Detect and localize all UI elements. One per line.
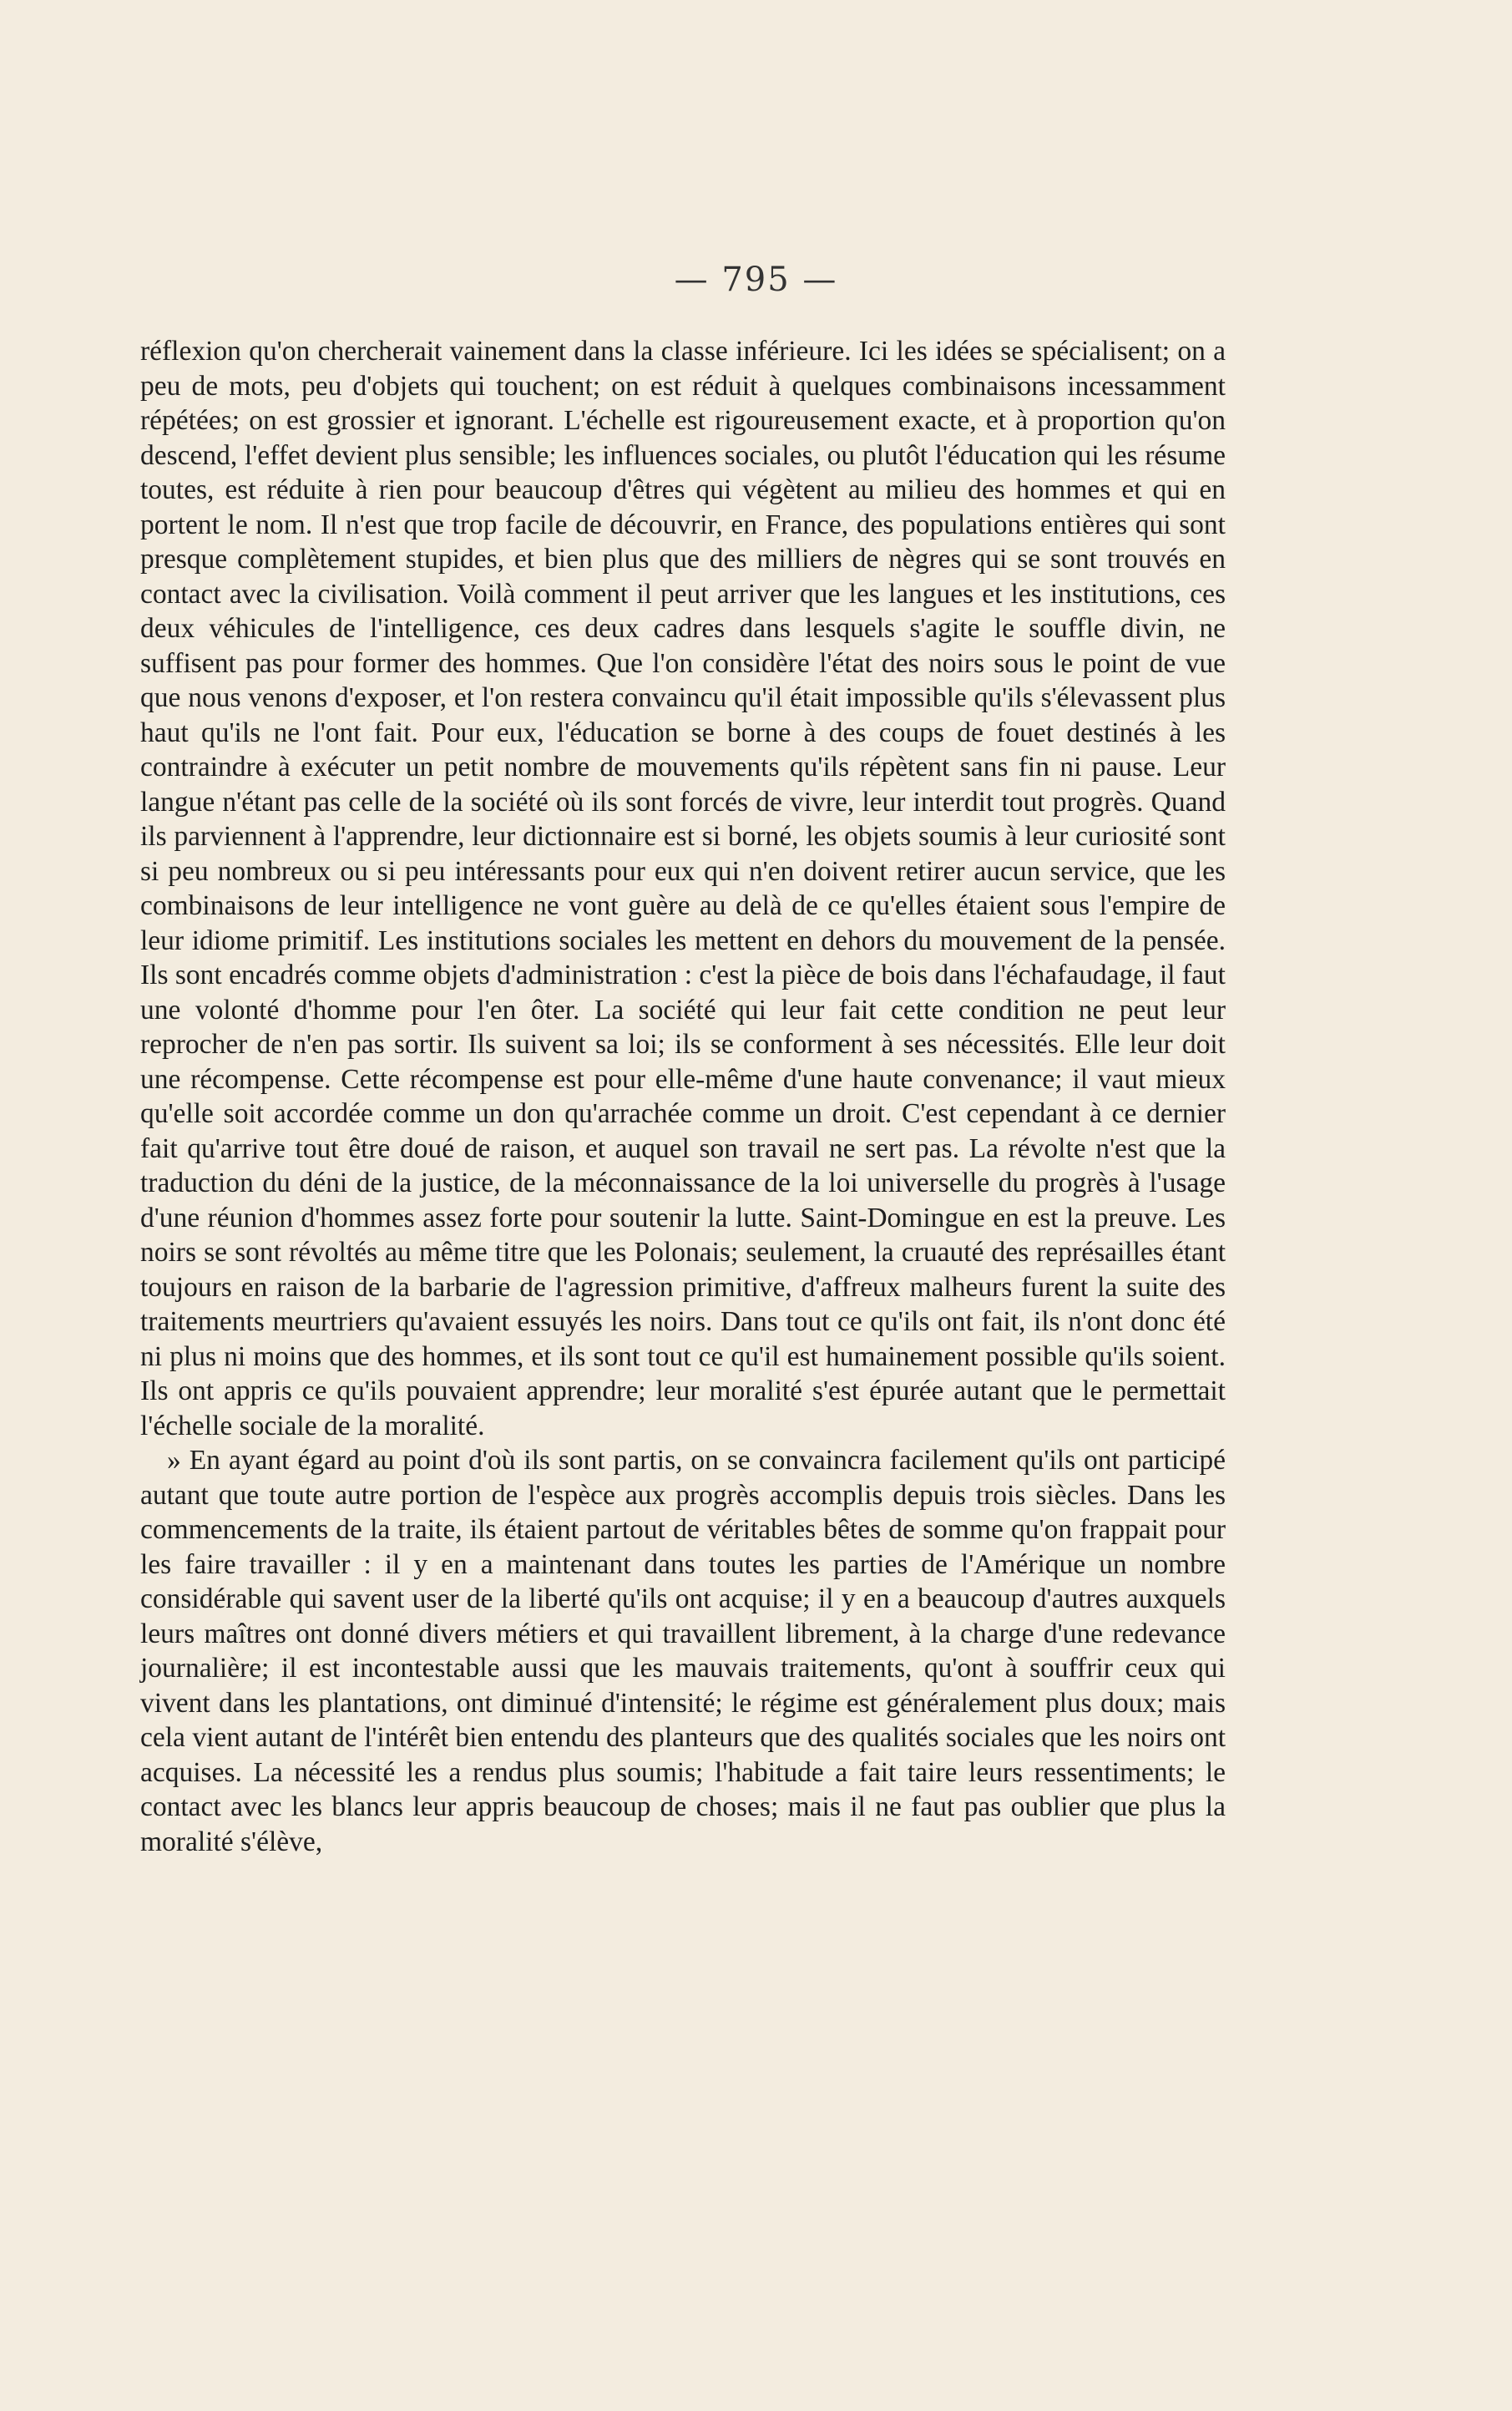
page-number: — 795 — [674,261,838,299]
paragraph-1: réflexion qu'on chercherait vainement dans la classe inférieure. Ici les idées se spécialisent; on a peu de mots, peu d'objets qui touchent; on est réduit à quelques combinaisons incessamment répétées; on est grossier et ignorant. L'échelle est rigoureusement exacte, et à proportion qu'on descend, l'effet devient plus sensible; les influences sociales, ou plutôt l'éducation qui les résume toutes, est réduite à rien pour beaucoup d'êtres qui végètent au milieu des hommes et qui en portent le nom. Il n'est que trop facile de découvrir, en France, des populations entières qui sont presque complètement stupides, et bien plus que des milliers de nègres qui se sont trouvés en contact avec la civilisation. Voilà comment il peut arriver que les langues et les institutions, ces deux véhicules de l'intelligence, ces deux cadres dans lesquels s'agite le souffle divin, ne suffisent pas pour former des hommes. Que l'on considère l'état des noirs sous le point de vue que nous venons d'exposer, et l'on restera convaincu qu'il était impossible qu'ils s'élevassent plus haut qu'ils ne l'ont fait. Pour eux, l'éducation se borne à des coups de fouet destinés à les contraindre à exécuter un petit nombre de mouvements qu'ils répètent sans fin ni pause. Leur langue n'étant pas celle de la société où ils sont forcés de vivre, leur interdit tout progrès. Quand ils parviennent à l'apprendre, leur dictionnaire est si borné, les objets soumis à leur curiosité sont si peu nombreux ou si peu intéressants pour eux qui n'en doivent retirer aucun service, que les combinaisons de leur intelligence ne vont guère au delà de ce qu'elles étaient sous l'empire de leur idiome primitif. Les institutions sociales les mettent en dehors du mouvement de la pensée. Ils sont encadrés comme objets d'administration : c'est la pièce de bois dans l'échafaudage, il faut une volonté d'homme pour l'en ôter. La société qui leur fait cette condition ne peut leur reprocher de n'en pas sortir. Ils suivent sa loi; ils se conforment à ses nécessités. Elle leur doit une récompense. Cette récompense est pour elle-même d'une haute convenance; il vaut mieux qu'elle soit accordée comme un don qu'arrachée comme un droit. C'est cependant à ce dernier fait qu'arrive tout être doué de raison, et auquel son travail ne sert pas. La révolte n'est que la traduction du déni de la justice, de la méconnaissance de la loi universelle du progrès à l'usage d'une réunion d'hommes assez forte pour soutenir la lutte. Saint-Domingue en est la preuve. Les noirs se sont révoltés au même titre que les Polonais; seulement, la cruauté des représailles étant toujours en raison de la barbarie de l'agression primitive, d'affreux malheurs furent la suite des traitements meurtriers qu'avaient essuyés les noirs. Dans tout ce qu'ils ont fait, ils n'ont donc été ni plus ni moins que des hommes, et ils sont tout ce qu'il est humainement possible qu'ils soient. Ils ont appris ce qu'ils pouvaient apprendre; leur moralité s'est épurée autant que le permettait l'échelle sociale de la moralité. [140,336,1226,1441]
body-text [140,334,1226,1859]
paragraph-2: » En ayant égard au point d'où ils sont partis, on se convaincra facilement qu'ils ont participé autant que toute autre portion de l'espèce aux progrès accomplis depuis trois siècles. Dans les commencements de la traite, ils étaient partout de véritables bêtes de somme qu'on frappait pour les faire travailler : il y en a maintenant dans toutes les parties de l'Amérique un nombre considérable qui savent user de la liberté qu'ils ont acquise; il y en a beaucoup d'autres auxquels leurs maîtres ont donné divers métiers et qui travaillent librement, à la charge d'une redevance journalière; il est incontestable aussi que les mauvais traitements, qu'ont à souffrir ceux qui vivent dans les plantations, ont diminué d'intensité; le régime est généralement plus doux; mais cela vient autant de l'intérêt bien entendu des planteurs que des qualités sociales que les noirs ont acquises. La nécessité les a rendus plus soumis; l'habitude a fait taire leurs ressentiments; le contact avec les blancs leur appris beaucoup de choses; mais il ne faut pas oublier que plus la moralité s'élève, [140,1445,1226,1857]
